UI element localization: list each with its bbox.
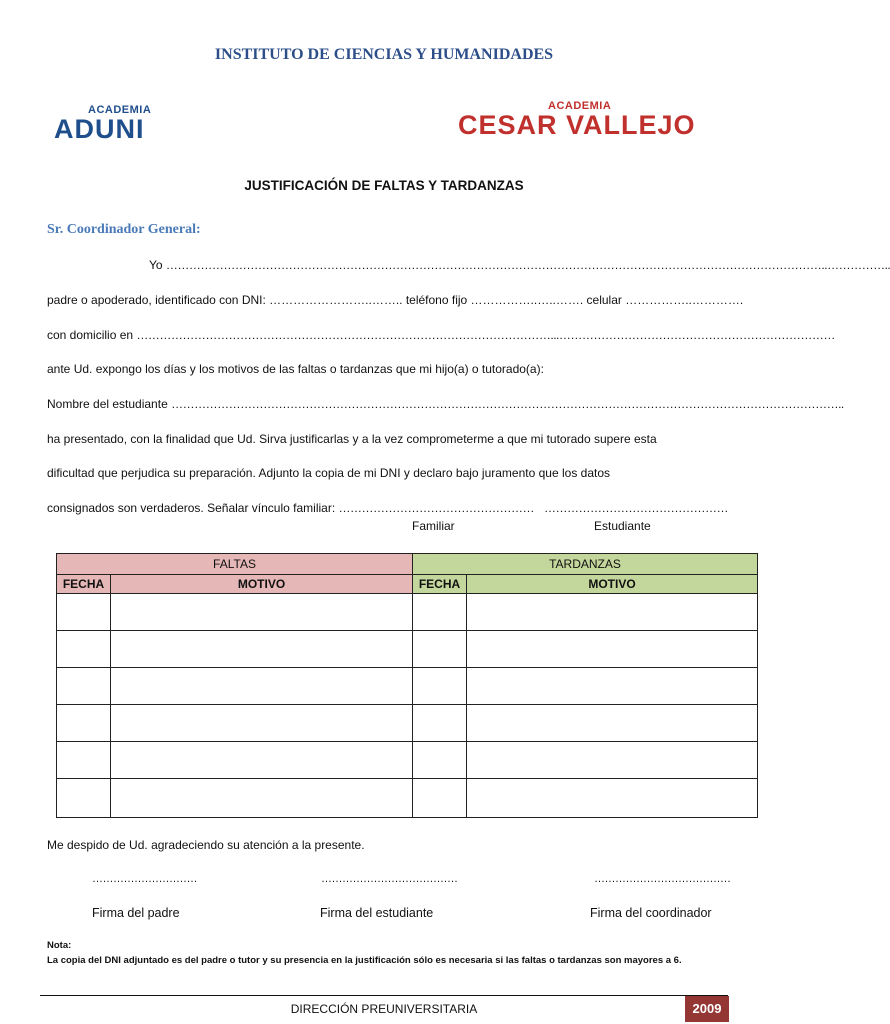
line-nombre-estudiante <box>47 397 844 411</box>
note-heading: Nota: <box>47 940 72 951</box>
faltas-fecha-header: FECHA <box>57 575 111 594</box>
estudiante-caption: Estudiante <box>594 519 651 533</box>
faltas-motivo-header: MOTIVO <box>111 575 413 594</box>
footer-department: DIRECCIÓN PREUNIVERSITARIA <box>290 1002 478 1016</box>
faltas-fecha-cell[interactable] <box>57 705 111 742</box>
tardanzas-motivo-cell[interactable] <box>467 742 758 779</box>
signature-label-estudiante: Firma del estudiante <box>320 906 434 920</box>
line-expongo: ante Ud. expongo los días y los motivos de las faltas o tardanzas que mi hijo(a) o tutorado(a): <box>47 362 544 376</box>
nombre-estudiante-blank[interactable]: ………………………………………………………………………………………………………………………………………………………….. <box>171 397 844 411</box>
faltas-motivo-cell[interactable] <box>111 594 413 631</box>
table-row <box>57 668 758 705</box>
document-title: JUSTIFICACIÓN DE FALTAS Y TARDANZAS <box>244 178 524 193</box>
line-yo <box>47 258 890 272</box>
tardanzas-fecha-cell[interactable] <box>413 631 467 668</box>
faltas-fecha-cell[interactable] <box>57 631 111 668</box>
signature-line-coordinador[interactable]: ………………………………… <box>594 873 731 885</box>
aduni-logo: ADUNI <box>54 114 145 144</box>
tardanzas-motivo-cell[interactable] <box>467 779 758 818</box>
signature-label-padre: Firma del padre <box>92 906 180 920</box>
tardanzas-motivo-cell[interactable] <box>467 705 758 742</box>
line-dni <box>47 293 744 307</box>
name-blank[interactable]: ………………………………………………………………………………………………………………………………………………………..…………….. <box>165 258 890 272</box>
institution-title: INSTITUTO DE CIENCIAS Y HUMANIDADES <box>214 46 554 63</box>
cesar-vallejo-logo: CESAR VALLEJO <box>458 110 696 140</box>
tardanzas-motivo-cell[interactable] <box>467 594 758 631</box>
faltas-fecha-cell[interactable] <box>57 742 111 779</box>
faltas-motivo-cell[interactable] <box>111 742 413 779</box>
faltas-motivo-cell[interactable] <box>111 779 413 818</box>
note-text: La copia del DNI adjuntado es del padre o tutor y su presencia en la justificación sólo es necesaria si las faltas o tardanzas son mayores a 6. <box>47 955 682 966</box>
closing-text: Me despido de Ud. agradeciendo su atención a la presente. <box>47 838 365 852</box>
nombre-estudiante-label: Nombre del estudiante <box>47 397 168 411</box>
faltas-header: FALTAS <box>57 554 413 575</box>
mobile-blank[interactable]: celular ……………..…………. <box>583 293 744 307</box>
tardanzas-fecha-cell[interactable] <box>413 594 467 631</box>
faltas-motivo-cell[interactable] <box>111 705 413 742</box>
line-domicilio <box>47 328 835 342</box>
tardanzas-fecha-cell[interactable] <box>413 779 467 818</box>
table-row <box>57 631 758 668</box>
tardanzas-fecha-cell[interactable] <box>413 668 467 705</box>
line-justificar: ha presentado, con la finalidad que Ud. Sirva justificarlas y a la vez comprometerme a que mi tutorado supere esta <box>47 432 657 446</box>
table-row <box>57 742 758 779</box>
tardanzas-fecha-header: FECHA <box>413 575 467 594</box>
faltas-fecha-cell[interactable] <box>57 668 111 705</box>
table-row <box>57 779 758 818</box>
faltas-fecha-cell[interactable] <box>57 779 111 818</box>
estudiante-blank[interactable]: ………………………………………… <box>544 501 729 515</box>
phone-blank[interactable]: teléfono fijo ……………..…..……. <box>402 293 584 307</box>
tardanzas-header: TARDANZAS <box>413 554 758 575</box>
signature-label-coordinador: Firma del coordinador <box>590 906 712 920</box>
domicilio-blank[interactable]: ………………………………………………………………………………………………...……………………………………………………………… <box>136 328 835 342</box>
line-dificultad: dificultad que perjudica su preparación. Adjunto la copia de mi DNI y declaro bajo juramento que los datos <box>47 466 611 480</box>
aduni-logo-small: ACADEMIA <box>88 104 152 116</box>
tardanzas-motivo-header: MOTIVO <box>467 575 758 594</box>
cesar-vallejo-logo-small: ACADEMIA <box>548 100 612 112</box>
signature-line-estudiante[interactable]: ………………………………… <box>321 873 458 885</box>
tardanzas-fecha-cell[interactable] <box>413 705 467 742</box>
yo-label: Yo <box>149 258 163 272</box>
faltas-motivo-cell[interactable] <box>111 668 413 705</box>
table-row <box>57 705 758 742</box>
tardanzas-motivo-cell[interactable] <box>467 668 758 705</box>
signature-line-padre[interactable]: ………………………… <box>92 873 197 885</box>
footer-divider <box>40 995 728 996</box>
footer-year-badge: 2009 <box>685 996 729 1022</box>
tardanzas-fecha-cell[interactable] <box>413 742 467 779</box>
table-row <box>57 594 758 631</box>
vinculo-label: consignados son verdaderos. Señalar vínculo familiar: <box>47 501 336 515</box>
familiar-blank[interactable]: …………………………………………… <box>338 501 535 515</box>
familiar-caption: Familiar <box>412 519 455 533</box>
tardanzas-motivo-cell[interactable] <box>467 631 758 668</box>
line-vinculo <box>47 501 729 515</box>
absences-table <box>56 553 758 818</box>
dni-blank[interactable]: padre o apoderado, identificado con DNI: ……………………..…….. <box>47 293 403 307</box>
addressee: Sr. Coordinador General: <box>47 222 201 237</box>
faltas-fecha-cell[interactable] <box>57 594 111 631</box>
domicilio-label: con domicilio en <box>47 328 134 342</box>
faltas-motivo-cell[interactable] <box>111 631 413 668</box>
